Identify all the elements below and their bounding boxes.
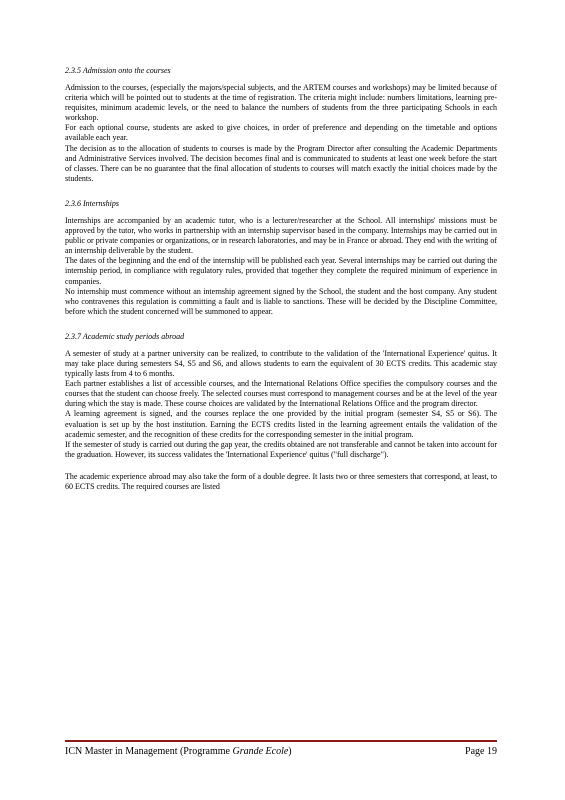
- paragraph: A learning agreement is signed, and the courses replace the one provided by the initial program (semester S4, S5 or S6). The evaluation is set up by the host institution. Earning the ECTS credits listed in the learning agreement entails the validation of the academic semester, and the recognition of these credits for the corresponding semester in the initial program.: [65, 409, 497, 439]
- paragraph: Each partner establishes a list of accessible courses, and the International Relations Office specifies the compulsory courses and the courses that the student can choose freely. The selected courses must correspond to management courses and be at the level of the year during which the stay is made. These course choices are validated by the International Relations Office and the program director.: [65, 379, 497, 409]
- section-admission: [65, 66, 497, 184]
- paragraph: If the semester of study is carried out during the gap year, the credits obtained are not transferable and cannot be taken into account for the graduation. However, its success validates the 'International Experience' quitus ("full discharge").: [65, 439, 497, 459]
- paragraph: Admission to the courses, (especially the majors/special subjects, and the ARTEM courses and workshops) may be limited because of criteria which will be pointed out to students at the time of registration. The criteria might include: numbers limitations, learning pre-requisites, minimum academic levels, or the need to balance the numbers of students from the three participating Schools in each workshop.: [65, 83, 497, 123]
- paragraph: For each optional course, students are asked to give choices, in order of preference and depending on the timetable and options available each year.: [65, 123, 497, 143]
- section-heading: 2.3.6 Internships: [65, 198, 119, 208]
- footer-title-suffix: ): [288, 746, 292, 757]
- section-heading: 2.3.7 Academic study periods abroad: [65, 331, 185, 341]
- document-page: [65, 66, 497, 492]
- paragraph: The decision as to the allocation of students to courses is made by the Program Director after consulting the Academic Departments and Administrative Services involved. The decision becomes final and is communicated to students at least one week before the start of classes. There can be no guarantee that the final allocation of students to courses will match exactly the initial choices made by the students.: [65, 143, 497, 183]
- paragraph: No internship must commence without an internship agreement signed by the School, the student and the host company. Any student who contravenes this regulation is committing a fault and is liable to sanctions. These will be decided by the Discipline Committee, before which the student concerned will be summoned to appear.: [65, 286, 497, 316]
- footer-title-prefix: ICN Master in Management (Programme: [65, 746, 230, 757]
- paragraph: A semester of study at a partner university can be realized, to contribute to the validation of the 'International Experience' quitus. It may take place during semesters S4, S5 and S6, and allows students to earn the equivalent of 30 ECTS credits. This academic stay typically lasts from 4 to 6 months.: [65, 348, 497, 379]
- section-internships: [65, 199, 497, 317]
- paragraph: The academic experience abroad may also take the form of a double degree. It lasts two or three semesters that correspond, at least, to 60 ECTS credits. The required courses are listed: [65, 471, 497, 491]
- section-heading: 2.3.5 Admission onto the courses: [65, 66, 171, 75]
- section-study-abroad: [65, 332, 497, 492]
- paragraph: Internships are accompanied by an academic tutor, who is a lecturer/researcher at the School. All internships' missions must be approved by the tutor, who works in partnership with an internship supervisor based in the company. Internships may be carried out in public or private companies or organizations, or in research laboratories, and may be in France or abroad. They end with the writing of an internship deliverable by the student.: [65, 215, 497, 256]
- page-number: Page 19: [465, 746, 497, 757]
- paragraph: The dates of the beginning and the end of the internship will be published each year. Several internships may be carried out during the internship period, in compliance with regulatory rules, provided that together they complete the required minimum of experience in companies.: [65, 256, 497, 286]
- footer-title-italic: Grande Ecole: [232, 746, 289, 757]
- footer-title: [65, 746, 292, 758]
- page-footer: [65, 740, 497, 757]
